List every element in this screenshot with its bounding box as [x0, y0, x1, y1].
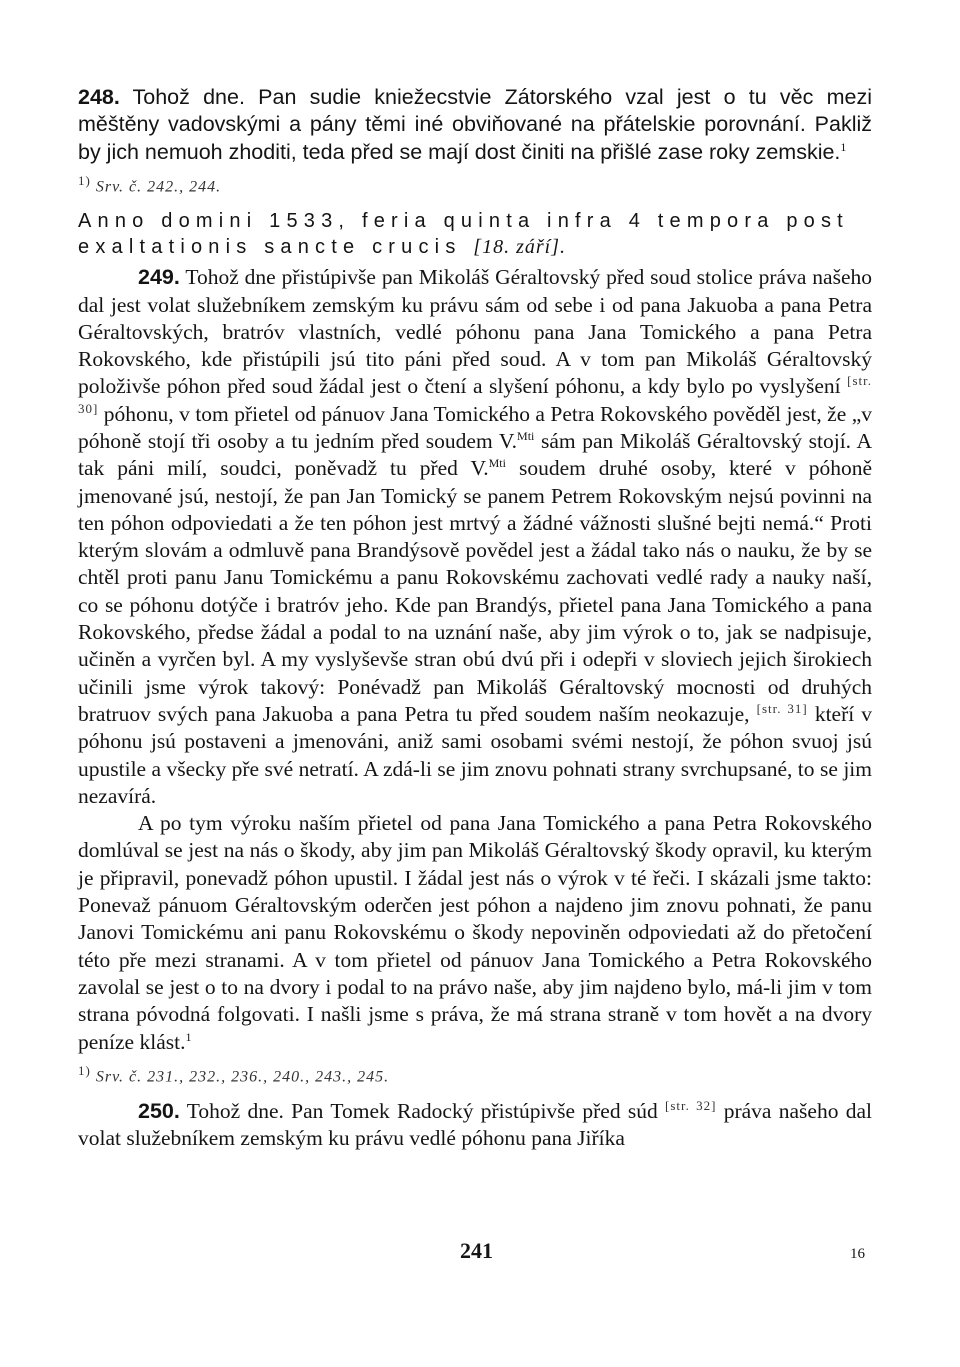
- folio-marker: [str. 32]: [665, 1098, 717, 1113]
- dateline-bracket: [18. září].: [473, 236, 566, 259]
- entry-text: Tohož dne. Pan sudie kniežecstvie Zátorského vzal jest o tu věc mezi měštěny vadovskými a pány těmi iné obviňované na přátelskie porovnání. Pakliž by jich nemuoh zhoditi, teda před se mají dost činiti na přišlé zase roky zemskie.: [78, 85, 873, 164]
- entry-248: [78, 84, 872, 166]
- footnote-249: [78, 1060, 872, 1088]
- dateline-text: Anno domini 1533, feria quinta infra 4 tempora post exaltationis sancte crucis: [78, 210, 849, 259]
- footnote-marker: 1: [185, 1029, 192, 1044]
- entry-text-2: práva našeho dal volat služebníkem zemským ku právu vedlé póhonu pana Jiříka: [78, 1099, 872, 1151]
- folio-marker: [str. 30]: [78, 373, 873, 416]
- entry-text-6: A po tym výroku naším přietel od pana Jana Tomického a pana Petra Rokovského domlúval se jest na nás o škody, aby jim pan Mikoláš Géraltovský škody opravil, ku kterým je připravil, ponevadž póhon upustil. I žádal jest nás o výrok v té řeči. I skázali jsme takto: Ponevaž pánuom Géraltovským oderčen jest póhon a najdeno jim znovu pohnati, že panu Janovi Tomickému ani panu Rokovskému o škody nepoviněn odpoviedati až do přetočení této pře mezi stranami. A v tom přietel od pánuov Jana Tomického a Petra Rokovského zavolal se jest o to na dvory i podal to na právo naše, aby jim najdeno bylo, má-li jim v tom strana póvodná folgovati. I našli jsme s práva, že má strana straně v tom hovět a na dvory peníze klást.: [78, 811, 872, 1054]
- entry-text-2: póhonu, v tom přietel od pánuov Jana Tomického a Petra Rokovského pověděl jest, že „v póhoně stojí tři osoby a tu jedním před soudem V.: [78, 401, 872, 453]
- entry-number: 249.: [138, 265, 180, 290]
- entry-number: 250.: [138, 1099, 180, 1124]
- folio-marker: [str. 31]: [756, 700, 808, 716]
- entry-249: [78, 264, 872, 810]
- footnote-text: Srv. č. 242., 244.: [95, 178, 222, 196]
- footnote-248: [78, 170, 872, 198]
- abbrev-superscript: Mti: [488, 456, 506, 471]
- entry-text-1: Tohož dne přistúpivše pan Mikoláš Géraltovský před soud stolice práva našeho dal jest volat služebníkem zemským ku právu sám od sebe i od pana Jakuoba a pana Petra Géraltovských, bratróv vlastních, vedlé póhonu pana Jana Tomického a pana Petra Rokovského, kde přistúpili jsú tito páni před soud. A v tom pan Mikoláš Géraltovský položivše póhon před soud žádal jest o čtení a slyšení póhonu, a kdy bylo po vyslyšení: [78, 265, 872, 399]
- dateline: [78, 208, 872, 260]
- abbrev-superscript: Mti: [517, 428, 535, 443]
- footnote-text: Srv. č. 231., 232., 236., 240., 243., 245.: [95, 1068, 390, 1086]
- entry-text-1: Tohož dne. Pan Tomek Radocký přistúpivše před súd: [186, 1099, 658, 1124]
- footnote-marker: 1: [840, 139, 847, 154]
- entry-text-4: soudem druhé osoby, které v póhoně jmenované jsú, nestojí, že pan Jan Tomický se panem Petrem Rokovským nejsú povinni na ten póhon odpoviedati a že ten póhon jest mrtvý a žádné vážnosti slušné bejti nemá.“ Proti kterým slovám a odmluvě pana Brandýsově povědel jest a žádal tako nás o nauku, že by se chtěl proti panu Janu Tomickému a panu Rokovskému zachovati vedlé rady a nauky naší, co se póhonu dotýče i bratróv jeho. Kde pan Brandýs, přietel pana Jana Tomického a pana Rokovského, předse žádal a podal to na uznání naše, aby jim výrok o to, jak se nadpisuje, učiněn a vyrčen byl. A my vyslyševše stran obú dvú při i odepři v sloviech jejich širokiech učinili jsme výrok takový: Ponévadž pan Mikoláš Géraltovský mocnosti od druhých bratruov svých pana Jakuoba a pana Petra tu před soudem naším neokazuje,: [78, 456, 872, 726]
- entry-number: 248.: [78, 85, 120, 109]
- entry-text-3: sám pan Mikoláš Géraltovský stojí. A tak páni milí, soudci, poněvadž tu před V.: [78, 429, 873, 481]
- entry-250: [78, 1098, 872, 1153]
- footnote-number: 1): [78, 172, 91, 188]
- page-number: 241: [460, 1238, 493, 1263]
- footnote-number: 1): [78, 1062, 91, 1078]
- entry-text-5: kteří v póhonu jsú postaveni a jmenováni, aniž sami osobami svémi nestojí, že póhon svuoj jsú upustile a všecky pře své netratí. A zdá-li se jim znovu pohnati strany svrchupsané, to se jim nezavírá.: [78, 701, 873, 808]
- entry-249-paragraph-2: [78, 810, 872, 1056]
- page-footer: [0, 1238, 960, 1268]
- signature-mark: 16: [850, 1246, 865, 1262]
